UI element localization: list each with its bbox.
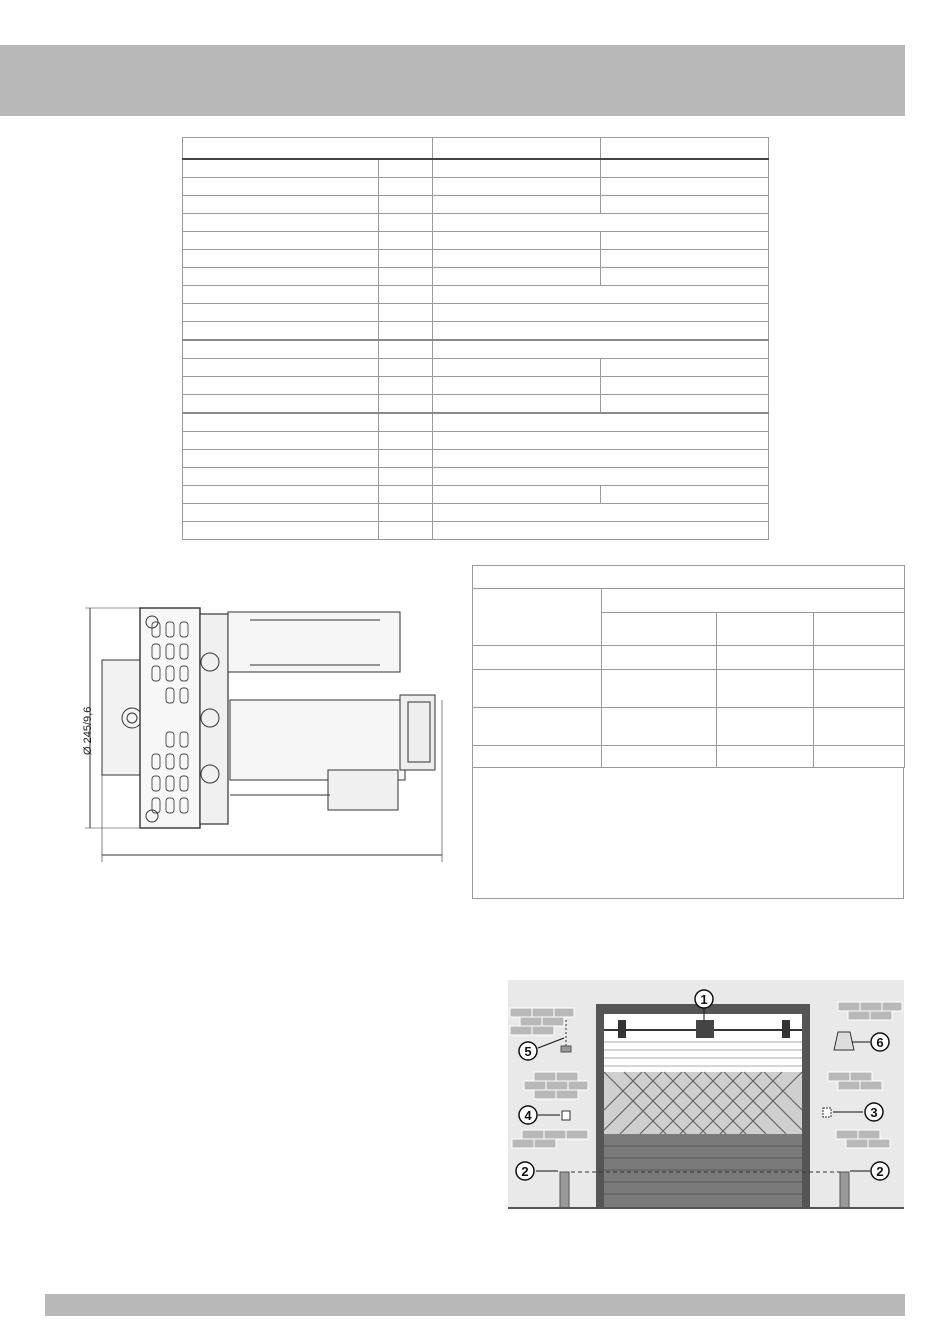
table-row xyxy=(183,359,769,377)
svg-text:4: 4 xyxy=(524,1108,532,1123)
table-row xyxy=(183,138,769,160)
table-row xyxy=(183,268,769,286)
callout-5 xyxy=(519,1042,537,1060)
table-row xyxy=(183,196,769,214)
table-row xyxy=(183,432,769,450)
table-row xyxy=(183,178,769,196)
installation-drawing xyxy=(508,980,904,1210)
table-row xyxy=(183,250,769,268)
usage-note-box xyxy=(472,767,904,899)
table-row xyxy=(473,670,905,708)
table-row xyxy=(183,450,769,468)
table-row xyxy=(183,322,769,341)
table-row xyxy=(183,504,769,522)
table-row xyxy=(473,746,905,768)
table-row xyxy=(183,286,769,304)
svg-text:5: 5 xyxy=(524,1044,532,1059)
table-row xyxy=(473,566,905,589)
callout-6 xyxy=(871,1033,889,1051)
motor-drawing xyxy=(80,600,450,865)
table-row xyxy=(473,646,905,670)
svg-text:6: 6 xyxy=(876,1035,884,1050)
table-row xyxy=(183,486,769,504)
callout-2-left xyxy=(516,1162,534,1180)
table-row xyxy=(183,377,769,395)
svg-text:1: 1 xyxy=(700,992,708,1007)
svg-text:3: 3 xyxy=(870,1105,878,1120)
callout-3 xyxy=(865,1103,883,1121)
header-band xyxy=(0,45,905,116)
callout-1 xyxy=(695,990,713,1008)
table-row xyxy=(183,468,769,486)
usage-table xyxy=(472,565,905,768)
callout-4 xyxy=(519,1106,537,1124)
callout-2-right xyxy=(871,1162,889,1180)
table-row xyxy=(473,708,905,746)
table-row xyxy=(183,159,769,178)
table-row xyxy=(183,304,769,322)
table-row xyxy=(183,522,769,540)
table-row xyxy=(183,340,769,359)
table-row xyxy=(183,214,769,232)
table-row xyxy=(183,413,769,432)
svg-text:2: 2 xyxy=(876,1164,884,1179)
spec-table xyxy=(182,137,769,540)
footer-band xyxy=(45,1294,905,1316)
svg-text:2: 2 xyxy=(521,1164,529,1179)
table-row xyxy=(183,232,769,250)
table-row xyxy=(473,589,905,613)
table-row xyxy=(183,395,769,414)
diameter-label: Ø 245/9,6 xyxy=(82,706,94,755)
